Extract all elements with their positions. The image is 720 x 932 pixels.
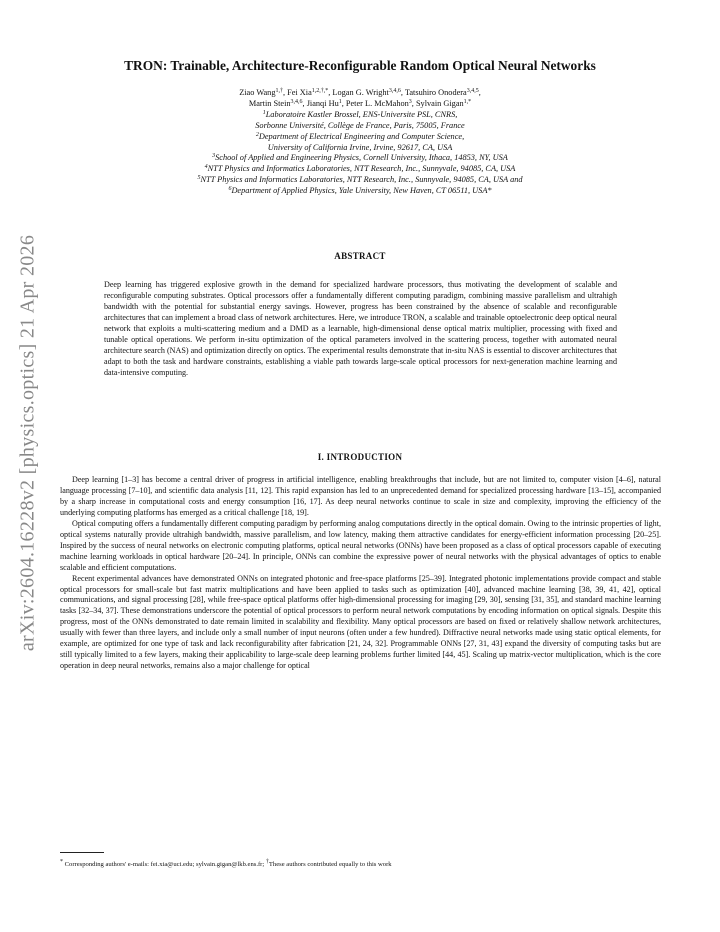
affiliation-text: Department of Electrical Engineering and Computer Science,: [258, 131, 465, 141]
author-name: , Fei Xia: [282, 88, 312, 97]
affiliation-text: Sorbonne Université, Collège de France, Paris, 75005, France: [255, 120, 465, 130]
affiliation-mark: 5: [197, 175, 201, 182]
author-line-1: [60, 88, 660, 99]
affiliation-text: University of California Irvine, Irvine, 92617, CA, USA: [267, 142, 453, 152]
footnote-mark: †: [265, 859, 269, 865]
author-name: Martin Stein: [248, 98, 291, 108]
arxiv-identifier: arXiv:2604.16228v2 [physics.optics] 21 Apr 2026: [16, 234, 39, 652]
footnote-mark: *: [60, 859, 63, 865]
affiliation-text: NTT Physics and Informatics Laboratories, NTT Research, Inc., Sunnyvale, 94085, CA, USA: [207, 164, 516, 174]
affiliation-line: [60, 175, 660, 186]
author-affiliation-mark: 3,4,6: [388, 88, 401, 94]
affiliation-line: [60, 110, 660, 121]
affiliation-text: Department of Applied Physics, Yale University, New Haven, CT 06511, USA*: [231, 186, 492, 196]
author-line-2: [60, 99, 660, 110]
author-affiliation-mark: 1,*: [463, 98, 472, 105]
affiliation-text: NTT Physics and Informatics Laboratories, NTT Research, Inc., Sunnyvale, 94085, CA, USA and: [200, 175, 523, 185]
author-affiliation-mark: 3: [408, 98, 412, 105]
author-affiliation-mark: 1,2,†,*: [311, 88, 329, 94]
affiliation-line: [60, 164, 660, 175]
paper-title: TRON: Trainable, Architecture-Reconfigurable Random Optical Neural Networks: [124, 58, 596, 73]
affiliation-text: School of Applied and Engineering Physics, Cornell University, Ithaca, 14853, NY, USA: [215, 153, 508, 163]
author-name: , Tatsuhiro Onodera: [400, 88, 467, 97]
affiliation-text: Laboratoire Kastler Brossel, ENS-Universite PSL, CNRS,: [265, 109, 458, 119]
author-separator: ,: [478, 88, 481, 97]
footnote: [60, 860, 660, 869]
author-name: , Jianqi Hu: [302, 98, 339, 108]
affiliation-line: [60, 153, 660, 164]
affiliation-mark: 2: [255, 131, 259, 138]
affiliation-line: [60, 121, 660, 132]
affiliation-line: [60, 186, 660, 197]
author-affiliation-mark: 1: [338, 98, 342, 105]
paragraph: Deep learning [1–3] has become a central driver of progress in artificial intelligence, enabling breakthroughs that include, but are not limited to, computer vision [4–6], natural language processing [7–10], and scientific data analysis [11, 12]. This rapid expansion has led to an unprecedented demand for specialized processing hardware [13–15], accompanied by a sharp increase in computational costs and energy consumption [16, 17]. As deep neural networks continue to scale in size and complexity, improving the efficiency of the underlying computing platforms has emerged as a critical challenge [18, 19].: [60, 475, 661, 517]
author-affiliation-mark: 3,4,5: [466, 88, 479, 94]
arxiv-identifier-sidebar: [6, 218, 50, 668]
affiliation-line: [60, 132, 660, 143]
footnote-text: Corresponding authors' e-mails: fei.xia@uci.edu; sylvain.gigan@lkb.ens.fr;: [63, 861, 266, 868]
footnote-rule: [60, 852, 104, 853]
author-affiliation-mark: 1,†: [275, 88, 283, 94]
abstract-heading: ABSTRACT: [334, 251, 386, 261]
paragraph: Recent experimental advances have demonstrated ONNs on integrated photonic and free-space platforms [25–39]. Integrated photonic implementations provide compact and stable optical processors for small-scale but fast matrix multiplications and have been applied to tasks such as optimization [40], advanced machine learning [38, 39, 41, 42], optical communications, and signal processing [28], while free-space optical platforms offer high-dimensional processing for imaging [29, 30], sensing [31, 35], and standard machine learning tasks [32–34, 37]. These demonstrations underscore the potential of optical processors to perform neural network computations by encoding information on optical signals. Despite this progress, most of the ONNs demonstrated to date remain limited in scalability and flexibility. Many optical processors are based on fixed or relatively shallow network architectures, usually with fewer than three layers, and include only a small number of input neurons (often under a few hundred). Diffractive neural networks made using static optical elements, for example, are optimized for one type of task and lack reconfigurability after fabrication [21, 24, 32]. Programmable ONNs [27, 31, 43] expand the diversity of computing tasks but are still typically limited to a few layers, making their applicability to large-scale deep learning problems further limited [44, 45]. Scaling up matrix-vector multiplication, which is the core operation in deep neural networks, remains also a major challenge for optical: [60, 573, 661, 671]
affiliation-mark: 1: [262, 109, 266, 116]
footnote-text: These authors contributed equally to this work: [268, 861, 392, 868]
introduction-body: [60, 475, 661, 672]
author-name: , Sylvain Gigan: [411, 98, 464, 108]
paragraph: Optical computing offers a fundamentally different computing paradigm by performing analog computations directly in the optical domain. Owing to the intrinsic properties of light, optical systems naturally provide ultrahigh bandwidth, massive parallelism, and low latency, making them attractive candidates for energy-efficient information processing [20–25]. Inspired by the success of neural networks on electronic computing platforms, optical neural networks (ONNs) have been proposed as a class of optical processors capable of executing machine learning workloads in optical hardware [20–24]. In principle, ONNs can combine the expressive power of neural networks with the physical advantages of optics to enable scalable and efficient computations.: [60, 518, 661, 572]
author-name: , Logan G. Wright: [328, 88, 389, 97]
author-block: [60, 88, 660, 197]
section-heading-introduction: I. INTRODUCTION: [317, 452, 403, 462]
author-affiliation-mark: 3,4,6: [290, 98, 303, 105]
affiliation-mark: 6: [228, 186, 232, 193]
author-name: , Peter L. McMahon: [341, 98, 409, 108]
author-name: Ziao Wang: [239, 88, 276, 97]
abstract-text: Deep learning has triggered explosive growth in the demand for specialized hardware processors, thus motivating the development of scalable and reconfigurable computing substrates. Optical processors offer a fundamentally different computing paradigm, combining massive parallelism and ultrahigh bandwidth with the potential for substantial energy savings. However, progress has been constrained by the absence of scalable and reconfigurable architectures that can implement a broad class of network architectures. Here, we introduce TRON, a scalable and trainable optoelectronic deep optical neural network that exploits a multi-scattering medium and a DMD as a learnable, high-dimensional dense optical matrix multiplier, processing with fixed and tunable optical operations. We perform in-situ optimization of the optical parameters involved in the scattering process, together with automated neural architecture search (NAS) and optimization directly on optics. The experimental results demonstrate that in-situ NAS is essential to discover architectures that adapt to both the task and hardware constraints, establishing a viable path towards large-scale optical processors for next-generation machine learning and data-intensive computing.: [104, 280, 617, 378]
affiliation-mark: 3: [212, 153, 216, 160]
affiliation-line: [60, 143, 660, 154]
affiliation-mark: 4: [204, 164, 208, 171]
